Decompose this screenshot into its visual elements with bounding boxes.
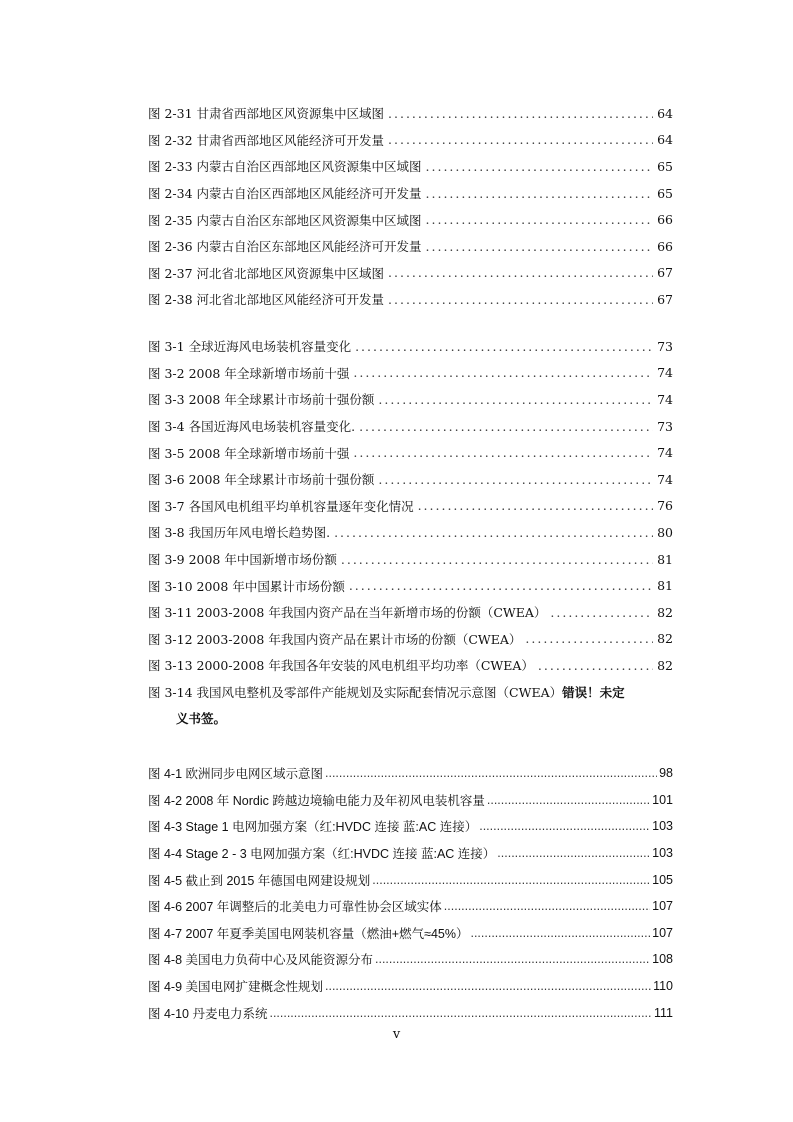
toc-label: 图 4-4 Stage 2 - 3 电网加强方案（红:HVDC 连接 蓝:AC 连接）	[148, 847, 496, 862]
toc-label: 图 4-1 欧洲同步电网区域示意图	[148, 767, 324, 782]
toc-label: 图 3-5 2008 年全球新增市场前十强	[148, 445, 350, 461]
dot-leader	[388, 132, 653, 147]
toc-page-number: 110	[653, 979, 673, 994]
toc-page-number: 67	[657, 265, 673, 281]
dot-leader	[497, 846, 650, 860]
toc-label: 图 2-36 内蒙古自治区东部地区风能经济可开发量	[148, 239, 422, 255]
toc-page-number: 101	[652, 792, 673, 807]
toc-entry[interactable]	[148, 127, 673, 154]
toc-entry[interactable]	[148, 286, 673, 313]
toc-entry[interactable]	[148, 572, 673, 599]
toc-label: 图 4-7 2007 年夏季美国电网装机容量（燃油+燃气≈45%）	[148, 926, 469, 941]
toc-label: 图 2-38 河北省北部地区风能经济可开发量	[148, 292, 385, 308]
toc-page-number: 103	[652, 846, 673, 861]
toc-entry[interactable]	[148, 386, 673, 413]
toc-entry[interactable]	[148, 100, 673, 127]
toc-entry[interactable]	[148, 599, 673, 626]
toc-label: 图 3-10 2008 年中国累计市场份额	[148, 578, 345, 594]
dot-leader	[334, 525, 653, 540]
toc-page-number: 76	[657, 498, 673, 514]
toc-entry[interactable]	[148, 180, 673, 207]
toc-entry[interactable]	[148, 893, 673, 920]
toc-label: 图 3-14 我国风电整机及零部件产能规划及实际配套情况示意图（CWEA）	[148, 685, 563, 700]
toc-page-number: 82	[657, 657, 673, 673]
dot-leader	[325, 979, 651, 993]
toc-section-chapter2	[148, 100, 673, 313]
dot-leader	[372, 873, 650, 887]
toc-label: 图 2-34 内蒙古自治区西部地区风能经济可开发量	[148, 186, 422, 202]
dot-leader	[426, 239, 654, 254]
toc-entry[interactable]	[148, 813, 673, 840]
toc-page-number: 98	[659, 766, 673, 781]
page-number: v	[392, 1027, 401, 1042]
toc-label: 图 2-31 甘肃省西部地区风资源集中区域图	[148, 106, 385, 122]
toc-label: 图 3-2 2008 年全球新增市场前十强	[148, 365, 350, 381]
toc-entry[interactable]	[148, 466, 673, 493]
toc-entry[interactable]	[148, 206, 673, 233]
dot-leader	[426, 186, 654, 201]
dot-leader	[426, 212, 654, 227]
toc-page-number: 107	[652, 925, 673, 940]
toc-page-number: 107	[652, 899, 673, 914]
toc-entry[interactable]	[148, 439, 673, 466]
toc-entry[interactable]	[148, 493, 673, 520]
toc-page-number: 105	[652, 872, 673, 887]
dot-leader	[470, 926, 650, 940]
toc-entry[interactable]	[148, 519, 673, 546]
toc-label: 图 2-32 甘肃省西部地区风能经济可开发量	[148, 132, 385, 148]
toc-label: 图 3-4 各国近海风电场装机容量变化.	[148, 419, 356, 435]
dot-leader	[353, 365, 653, 380]
toc-label: 图 4-3 Stage 1 电网加强方案（红:HVDC 连接 蓝:AC 连接）	[148, 820, 478, 835]
toc-entry[interactable]	[148, 333, 673, 360]
toc-label: 图 4-9 美国电网扩建概念性规划	[148, 980, 324, 995]
toc-page-number: 82	[657, 604, 673, 620]
dot-leader	[550, 605, 653, 620]
dot-leader	[444, 899, 650, 913]
toc-page-number: 81	[657, 578, 673, 594]
dot-leader	[341, 552, 653, 567]
toc-label: 图 4-6 2007 年调整后的北美电力可靠性协会区域实体	[148, 900, 442, 915]
toc-entry[interactable]	[148, 260, 673, 287]
toc-entry[interactable]	[148, 546, 673, 573]
error-text: 错误！未定	[562, 685, 625, 700]
toc-page-number: 66	[657, 238, 673, 254]
dot-leader	[269, 1006, 652, 1020]
dot-leader	[388, 292, 653, 307]
toc-page-number: 74	[657, 365, 673, 381]
dot-leader	[378, 472, 653, 487]
toc-page-number: 80	[657, 524, 673, 540]
toc-page-number: 81	[657, 551, 673, 567]
toc-page-number: 65	[657, 158, 673, 174]
toc-entry[interactable]	[148, 920, 673, 947]
toc-page-number: 74	[657, 445, 673, 461]
toc-label: 图 3-12 2003-2008 年我国内资产品在累计市场的份额（CWEA）	[148, 631, 522, 647]
dot-leader	[349, 578, 653, 593]
toc-label: 图 3-1 全球近海风电场装机容量变化	[148, 339, 352, 355]
toc-entry[interactable]	[148, 999, 673, 1026]
toc-entry-3-14[interactable]	[148, 680, 673, 732]
toc-label: 图 3-9 2008 年中国新增市场份额	[148, 552, 337, 568]
toc-entry[interactable]	[148, 360, 673, 387]
toc-page-number: 108	[652, 952, 673, 967]
toc-entry[interactable]	[148, 787, 673, 814]
toc-page-number: 73	[657, 338, 673, 354]
toc-entry[interactable]	[148, 626, 673, 653]
dot-leader	[388, 265, 653, 280]
dot-leader	[325, 766, 657, 780]
toc-section-chapter3	[148, 333, 673, 679]
dot-leader	[479, 819, 650, 833]
toc-page-number: 64	[657, 132, 673, 148]
dot-leader	[525, 631, 653, 646]
toc-label: 图 3-6 2008 年全球累计市场前十强份额	[148, 472, 375, 488]
dot-leader	[388, 106, 653, 121]
toc-entry[interactable]	[148, 153, 673, 180]
toc-entry[interactable]	[148, 946, 673, 973]
toc-label: 图 2-35 内蒙古自治区东部地区风资源集中区域图	[148, 212, 422, 228]
error-text-continued: 义书签。	[176, 711, 227, 726]
toc-page-number: 67	[657, 291, 673, 307]
toc-page-number: 66	[657, 212, 673, 228]
toc-page-number: 74	[657, 391, 673, 407]
toc-entry[interactable]	[148, 233, 673, 260]
toc-entry[interactable]	[148, 652, 673, 679]
toc-entry[interactable]	[148, 760, 673, 787]
toc-label: 图 4-5 截止到 2015 年德国电网建设规划	[148, 873, 371, 888]
toc-entry[interactable]	[148, 840, 673, 867]
toc-label: 图 2-37 河北省北部地区风资源集中区域图	[148, 265, 385, 281]
toc-label: 图 4-8 美国电力负荷中心及风能资源分布	[148, 953, 374, 968]
toc-entry[interactable]	[148, 866, 673, 893]
toc-label: 图 3-7 各国风电机组平均单机容量逐年变化情况	[148, 498, 414, 514]
dot-leader	[418, 498, 654, 513]
toc-label: 图 3-8 我国历年风电增长趋势图.	[148, 525, 331, 541]
dot-leader	[538, 658, 653, 673]
toc-page-number: 65	[657, 185, 673, 201]
dot-leader	[487, 793, 650, 807]
dot-leader	[426, 159, 654, 174]
toc-page-number: 73	[657, 418, 673, 434]
dot-leader	[355, 339, 653, 354]
toc-label: 图 3-11 2003-2008 年我国内资产品在当年新增市场的份额（CWEA）	[148, 605, 547, 621]
toc-entry[interactable]	[148, 973, 673, 1000]
toc-page-number: 74	[657, 471, 673, 487]
dot-leader	[375, 952, 650, 966]
toc-label: 图 2-33 内蒙古自治区西部地区风资源集中区域图	[148, 159, 422, 175]
toc-page-number: 64	[657, 105, 673, 121]
toc-label: 图 3-3 2008 年全球累计市场前十强份额	[148, 392, 375, 408]
toc-entry[interactable]	[148, 413, 673, 440]
toc-page-number: 82	[657, 631, 673, 647]
toc-label: 图 4-10 丹麦电力系统	[148, 1006, 268, 1021]
toc-page-number: 103	[652, 819, 673, 834]
toc-label: 图 3-13 2000-2008 年我国各年安装的风电机组平均功率（CWEA）	[148, 658, 534, 674]
dot-leader	[378, 392, 653, 407]
dot-leader	[359, 419, 653, 434]
dot-leader	[353, 445, 653, 460]
toc-section-chapter4	[148, 760, 673, 1026]
toc-label: 图 4-2 2008 年 Nordic 跨越边境输电能力及年初风电装机容量	[148, 793, 485, 808]
toc-page-number: 111	[653, 1005, 673, 1020]
